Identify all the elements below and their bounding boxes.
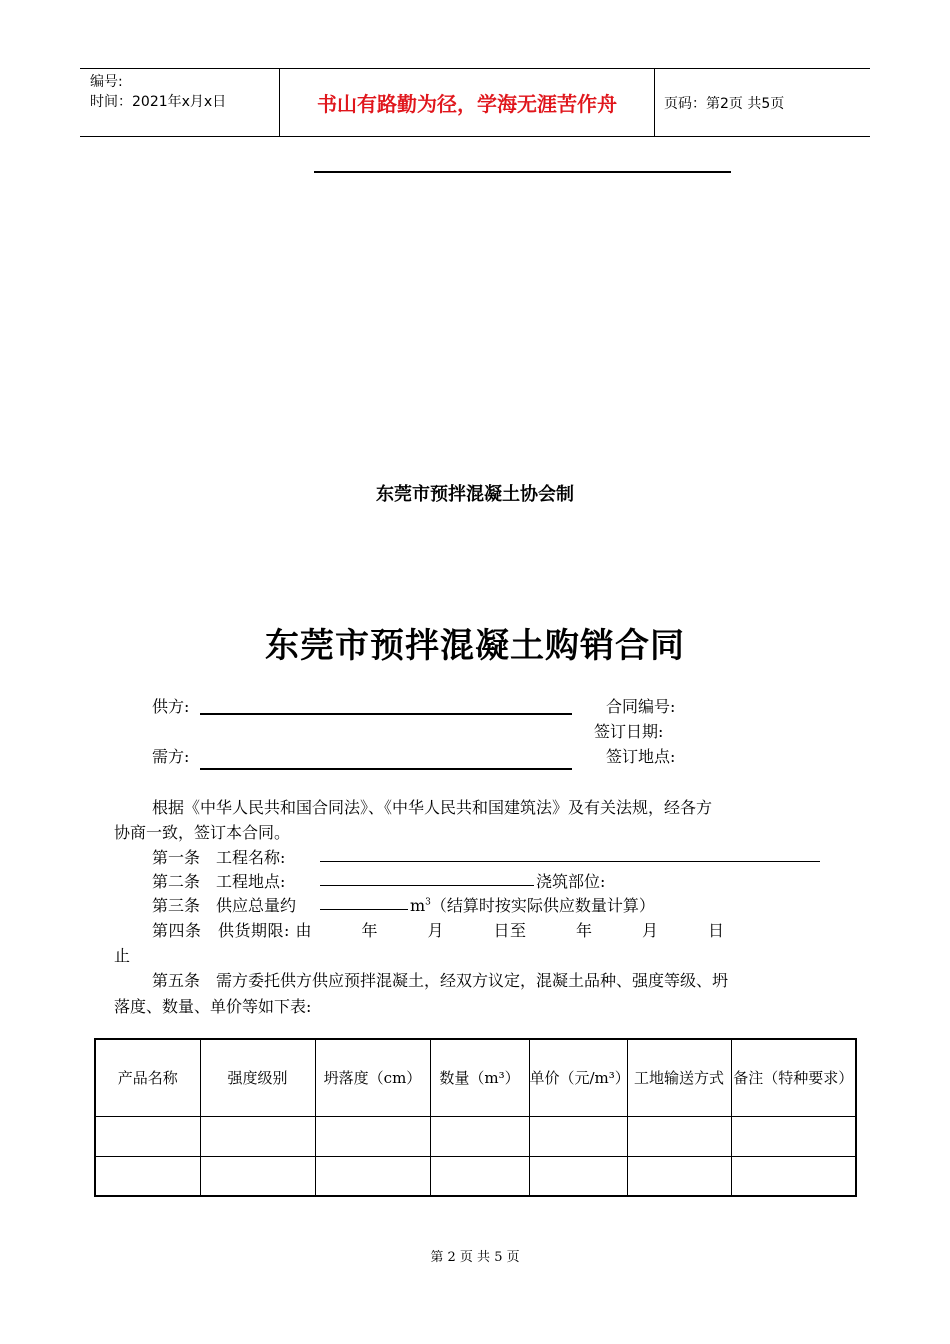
buyer-label: 需方: <box>152 747 190 766</box>
table-cell[interactable] <box>529 1156 627 1196</box>
article-3-unit <box>410 893 655 916</box>
article-4-end: 止 <box>114 946 131 965</box>
article-5-line-2: 落度、数量、单价等如下表: <box>114 997 312 1016</box>
table-row <box>95 1116 856 1156</box>
article-1-line <box>320 861 820 862</box>
header-unit-price: 单价（元/m³） <box>529 1039 627 1116</box>
table-cell[interactable] <box>627 1116 731 1156</box>
article-5-line-1: 第五条 需方委托供方供应预拌混凝土，经双方议定，混凝土品种、强度等级、坍 <box>152 971 729 990</box>
cover-line <box>314 171 731 173</box>
page-header <box>80 68 870 137</box>
number-label: 编号: <box>90 74 123 90</box>
unit-text: m <box>410 896 426 915</box>
table-cell[interactable] <box>315 1116 430 1156</box>
article-3-note: （结算时按实际供应数量计算） <box>430 896 655 915</box>
header-product-name: 产品名称 <box>95 1039 200 1116</box>
table-cell[interactable] <box>430 1116 529 1156</box>
header-page-label: 页码：第2页 共5页 <box>664 95 785 112</box>
sign-date-label: 签订日期: <box>594 722 664 741</box>
article-2-pour-part: 浇筑部位: <box>536 872 606 891</box>
association-name: 东莞市预拌混凝土协会制 <box>376 484 574 505</box>
sign-place-label: 签订地点: <box>606 747 676 766</box>
table-cell[interactable] <box>200 1156 315 1196</box>
table-cell[interactable] <box>627 1156 731 1196</box>
header-slump: 坍落度（cm） <box>315 1039 430 1116</box>
table-cell[interactable] <box>200 1116 315 1156</box>
table-cell[interactable] <box>731 1156 856 1196</box>
table-cell[interactable] <box>95 1116 200 1156</box>
article-1: 第一条 工程名称: <box>152 848 286 867</box>
intro-line-1: 根据《中华人民共和国合同法》、《中华人民共和国建筑法》及有关法规，经各方 <box>152 798 713 817</box>
table-cell[interactable] <box>430 1156 529 1196</box>
product-table <box>94 1038 857 1197</box>
unit-sup: 3 <box>425 897 431 908</box>
table-cell[interactable] <box>315 1156 430 1196</box>
table-header-row <box>95 1039 856 1116</box>
article-2: 第二条 工程地点: <box>152 872 286 891</box>
buyer-line <box>200 768 572 770</box>
article-2-line <box>320 885 534 886</box>
header-strength: 强度级别 <box>200 1039 315 1116</box>
table-cell[interactable] <box>731 1116 856 1156</box>
table-cell[interactable] <box>95 1156 200 1196</box>
supplier-line <box>200 713 572 715</box>
document-title: 东莞市预拌混凝土购销合同 <box>265 626 685 666</box>
intro-line-2: 协商一致，签订本合同。 <box>114 823 291 842</box>
article-3-line <box>320 909 408 910</box>
header-transport: 工地输送方式 <box>627 1039 731 1116</box>
table-cell[interactable] <box>529 1116 627 1156</box>
header-motto: 书山有路勤为径，学海无涯苦作舟 <box>280 69 655 136</box>
header-meta <box>80 69 280 136</box>
supplier-label: 供方: <box>152 697 190 716</box>
header-remarks: 备注（特种要求） <box>731 1039 856 1116</box>
article-3: 第三条 供应总量约 <box>152 896 297 915</box>
page-footer: 第 2 页 共 5 页 <box>430 1250 520 1265</box>
table-row <box>95 1156 856 1196</box>
header-quantity: 数量（m³） <box>430 1039 529 1116</box>
article-4: 第四条 供货期限: 由 年 月 日至 年 月 日 <box>152 921 725 940</box>
time-label: 时间：2021年x月x日 <box>90 94 227 110</box>
contract-no-label: 合同编号: <box>606 697 676 716</box>
